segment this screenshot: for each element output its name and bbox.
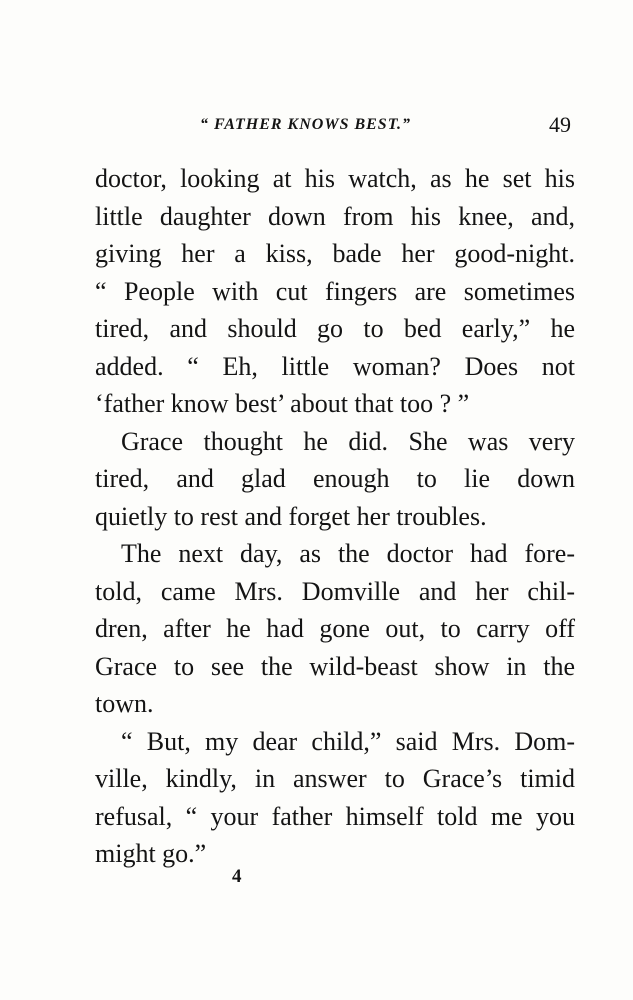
text-line: tired, and should go to bed early,” he bbox=[95, 314, 575, 343]
text-line: refusal, “ your father himself told me you bbox=[95, 801, 575, 831]
text-line: “ People with cut fingers are sometimes bbox=[95, 276, 575, 306]
text-line: The next day, as the doctor had fore- bbox=[121, 539, 575, 568]
text-line: dren, after he had gone out, to carry off bbox=[95, 614, 575, 643]
body-text bbox=[95, 160, 575, 873]
signature-mark: 4 bbox=[232, 866, 242, 887]
text-line: doctor, looking at his watch, as he set his bbox=[95, 164, 575, 193]
text-line: ‘father know best’ about that too ? ” bbox=[95, 389, 470, 418]
text-line: “ But, my dear child,” said Mrs. Dom- bbox=[121, 726, 575, 756]
text-line: Grace thought he did. She was very bbox=[121, 426, 575, 456]
text-line: tired, and glad enough to lie down bbox=[95, 464, 575, 493]
text-line: town. bbox=[95, 689, 154, 718]
text-line: added. “ Eh, little woman? Does not bbox=[95, 351, 575, 381]
page-header bbox=[200, 112, 571, 142]
text-line: might go.” bbox=[95, 839, 207, 868]
text-line: told, came Mrs. Domville and her chil- bbox=[95, 576, 575, 606]
page-number: 49 bbox=[549, 112, 571, 137]
text-line: ville, kindly, in answer to Grace’s timid bbox=[95, 764, 575, 793]
text-line: quietly to rest and forget her troubles. bbox=[95, 501, 487, 531]
text-line: giving her a kiss, bade her good-night. bbox=[95, 239, 575, 268]
running-title: “ FATHER KNOWS BEST.” bbox=[200, 116, 412, 133]
text-line: little daughter down from his knee, and, bbox=[95, 201, 575, 231]
text-line: Grace to see the wild-beast show in the bbox=[95, 651, 575, 681]
